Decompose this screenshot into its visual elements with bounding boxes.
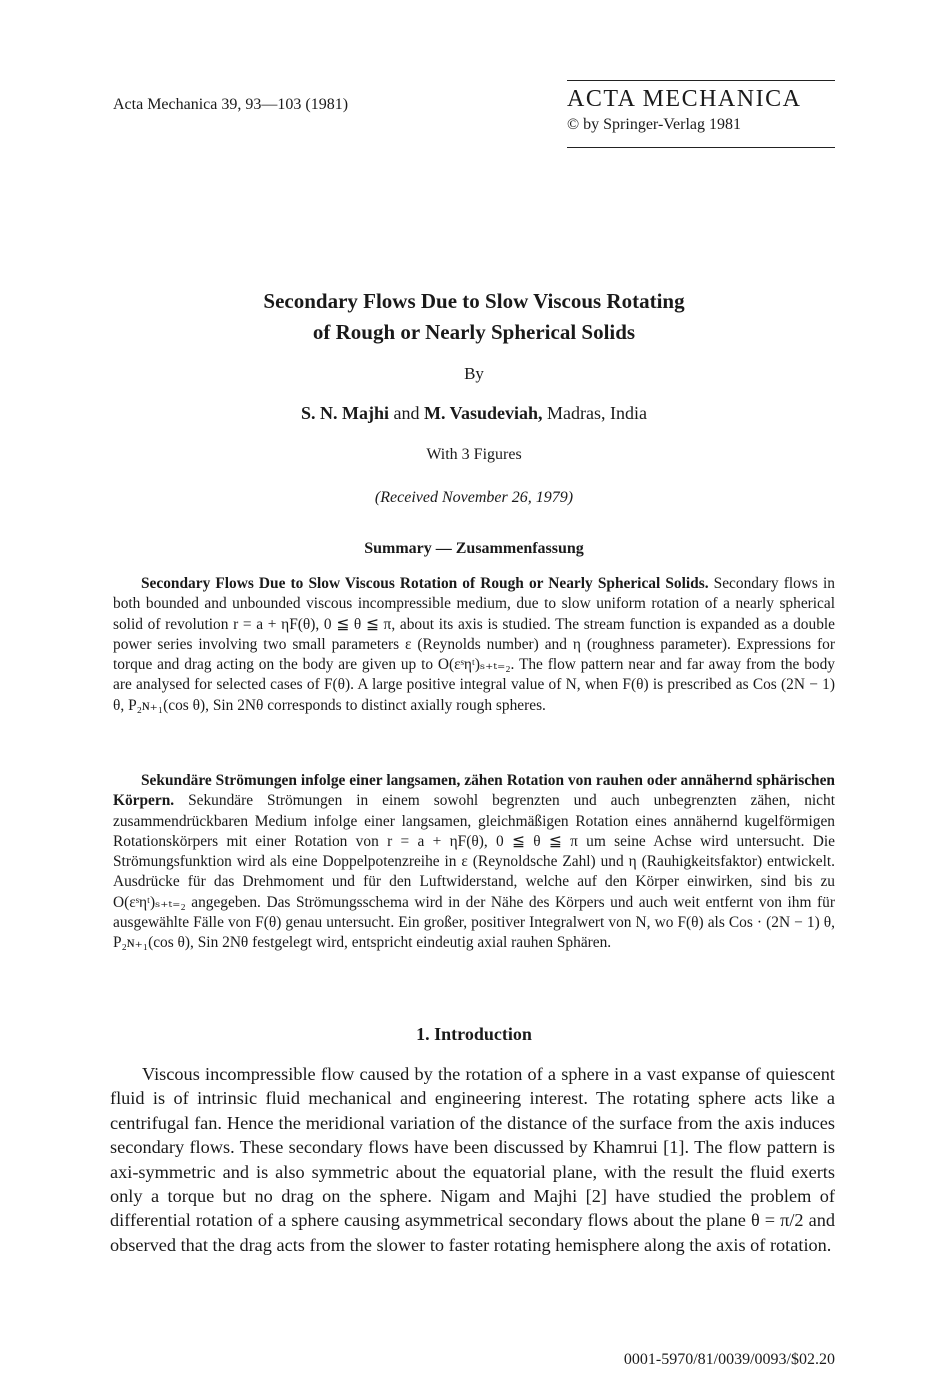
author-and: and [389,403,424,423]
journal-reference: Acta Mechanica 39, 93—103 (1981) [113,96,349,113]
masthead-top-rule [567,80,835,81]
abstract-german [113,771,835,954]
by-label: By [464,364,484,383]
title-line-1: Secondary Flows Due to Slow Viscous Rotating [263,289,685,313]
abstract-english-lead: Secondary Flows Due to Slow Viscous Rotation of Rough or Nearly Spherical Solids. [141,575,709,592]
author-line [113,403,835,424]
introduction-paragraph: Viscous incompressible flow caused by the rotation of a sphere in a vast expanse of quiescent fluid is of intrinsic fluid mechanical and engineering interest. The rotating sphere acts like a centrifugal fan. Hence the meridional variation of the distance of the surface from the axis induces secondary flows. These secondary flows have been discussed by Khamrui [1]. The flow pattern is axi-symmetric and is also symmetric about the equatorial plane, with the result the fluid exerts only a torque but no drag on the sphere. Nigam and Majhi [2] have studied the problem of differential rotation of a sphere causing asymmetrical secondary flows about the plane θ = π/2 and observed that the drag acts from the slower to faster rotating hemisphere along the axis of rotation. [110,1064,835,1255]
paper-title [113,286,835,348]
footer-code: 0001-5970/81/0039/0093/$02.20 [623,1351,835,1368]
journal-masthead [567,80,835,148]
summary-heading: Summary — Zusammenfassung [364,540,584,557]
abstract-english-body: Secondary flows in both bounded and unbounded viscous incompressible medium, due to slow uniform rotation of a nearly spherical solid of revolution r = a + ηF(θ), 0 ≦ θ ≦ π, about its axis is studied. The stream function is expanded as a double power series involving two small parameters ε (Reynolds number) and η (roughness parameter). Expressions for torque and drag acting on the body are given up to O(εˢηᵗ)ₛ₊ₜ₌₂. The flow pattern near and far away from the body are analysed for selected cases of F(θ). A large positive integral value of N, when F(θ) is prescribed as Cos (2N − 1) θ, P₂ɴ₊₁(cos θ), Sin 2Nθ corresponds to distinct axially rough spheres. [113,575,835,714]
abstract-english [113,574,835,716]
abstract-german-lead: Sekundäre Strömungen infolge einer langsamen, zähen Rotation von rauhen oder annähernd sphärischen Körpern. [113,772,835,810]
figures-note: With 3 Figures [426,446,522,463]
title-line-2: of Rough or Nearly Spherical Solids [312,320,636,344]
publisher-line: © by Springer-Verlag 1981 [567,116,742,133]
introduction-body [110,1062,835,1257]
masthead-bottom-rule [567,147,835,148]
author-2: M. Vasudeviah, [424,403,543,423]
author-location: Madras, India [542,403,648,423]
journal-name: ACTA MECHANICA [567,86,802,112]
author-1: S. N. Majhi [300,403,389,423]
received-date: (Received November 26, 1979) [374,489,574,506]
section-heading-introduction: 1. Introduction [416,1024,532,1044]
abstract-german-body: Sekundäre Strömungen in einem sowohl begrenzten und auch unbegrenzten zähen, nicht zusammendrückbaren Medium infolge einer langsamen, gleichmäßigen Rotation eines annähernd kugelförmigen Rotationskörpers mit einer Rotation von r = a + ηF(θ), 0 ≦ θ ≦ π um seine Achse wird untersucht. Die Strömungsfunktion wird als eine Doppelpotenzreihe in ε (Reynoldsche Zahl) und η (Rauhigkeitsfaktor) entwickelt. Ausdrücke für das Drehmoment und für den Luftwiderstand, welche auf den Körper einwirken, sind bis zu O(εˢηᵗ)ₛ₊ₜ₌₂ angegeben. Das Strömungsschema wird in der Nähe des Körpers und auch weit entfernt von ihm für ausgewählte Fälle von F(θ) genau untersucht. Ein großer, positiver Integralwert von N, wo F(θ) als Cos · (2N − 1) θ, P₂ɴ₊₁(cos θ), Sin 2Nθ festgelegt wird, entspricht eindeutig axial rauhen Sphären. [113,792,835,952]
